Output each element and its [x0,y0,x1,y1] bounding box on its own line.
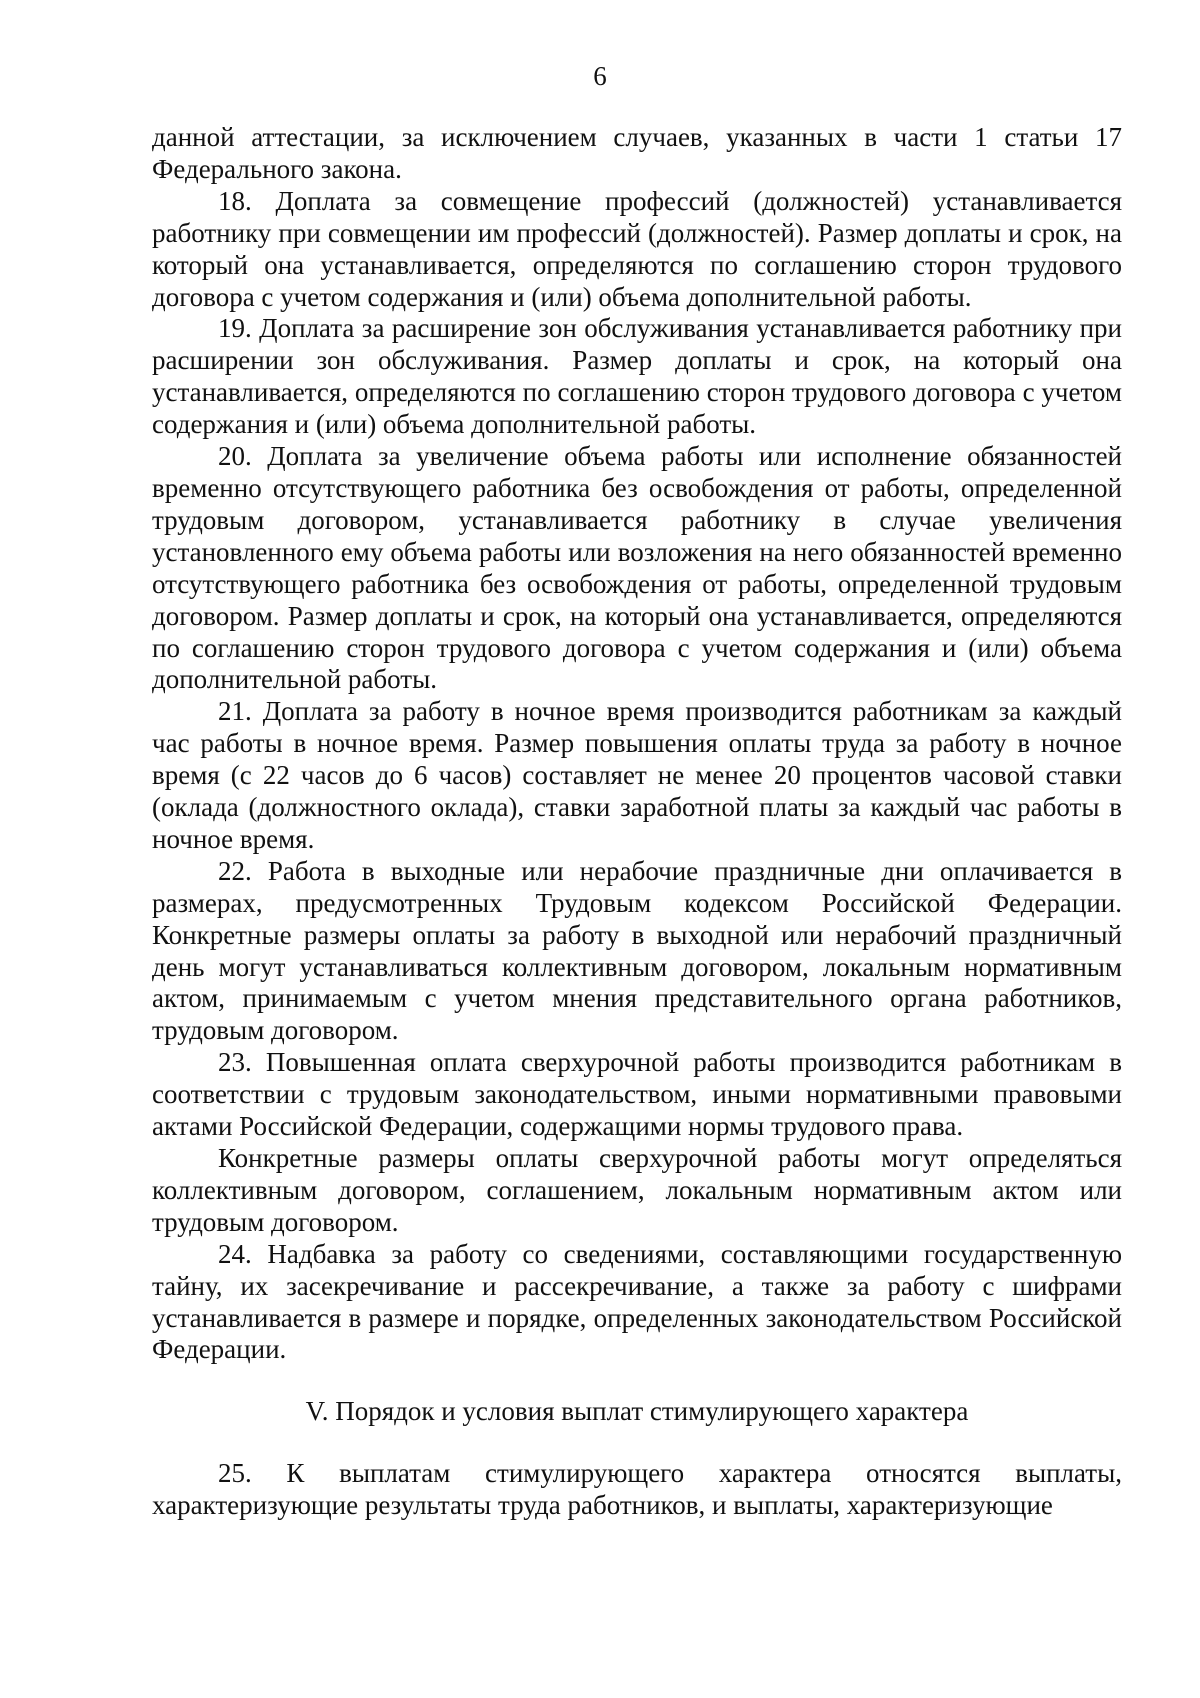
page-number: 6 [593,61,607,91]
paragraph-19: 19. Доплата за расширение зон обслуживания устанавливается работнику при расширении зон обслуживания. Размер доплаты и срок, на который она устанавливается, определяются по соглашению сторон трудового договора с учетом содержания и (или) объема дополнительной работы. [152,313,1122,440]
paragraph-23-continuation: Конкретные размеры оплаты сверхурочной работы могут определяться коллективным договором, соглашением, локальным нормативным актом или трудовым договором. [152,1143,1122,1237]
paragraph-23: 23. Повышенная оплата сверхурочной работы производится работникам в соответствии с трудовым законодательством, иными нормативными правовыми актами Российской Федерации, содержащими нормы трудового права. [152,1047,1122,1142]
paragraph-continuation: данной аттестации, за исключением случаев, указанных в части 1 статьи 17 Федерального закона. [152,122,1122,184]
paragraph-25: 25. К выплатам стимулирующего характера относятся выплаты, характеризующие результаты труда работников, и выплаты, характеризующие [152,1458,1122,1521]
paragraph-21: 21. Доплата за работу в ночное время производится работникам за каждый час работы в ночное время. Размер повышения оплаты труда за работу в ночное время (с 22 часов до 6 часов) составляет не менее 20 процентов часовой ставки (оклада (должностного оклада), ставки заработной платы за каждый час работы в ночное время. [152,696,1122,854]
paragraph-20: 20. Доплата за увеличение объема работы или исполнение обязанностей временно отсутствующего работника без освобождения от работы, определенной трудовым договором, устанавливается работнику в случае увеличения установленного ему объема работы или возложения на него обязанностей временно отсутствующего работника без освобождения от работы, определенной трудовым договором. Размер доплаты и срок, на который она устанавливается, определяются по соглашению сторон трудового договора с учетом содержания и (или) объема дополнительной работы. [152,441,1122,695]
paragraph-24: 24. Надбавка за работу со сведениями, составляющими государственную тайну, их засекречивание и рассекречивание, а также за работу с шифрами устанавливается в размере и порядке, определенных законодательством Российской Федерации. [152,1238,1122,1365]
section-heading: V. Порядок и условия выплат стимулирующего характера [305,1396,969,1427]
paragraph-22: 22. Работа в выходные или нерабочие праздничные дни оплачивается в размерах, предусмотренных Трудовым кодексом Российской Федерации. Конкретные размеры оплаты за работу в выходной или нерабочий праздничный день могут устанавливаться коллективным договором, локальным нормативным актом, принимаемым с учетом мнения представительного органа работников, трудовым договором. [152,855,1122,1046]
document-body [152,122,1122,1522]
paragraph-18: 18. Доплата за совмещение профессий (должностей) устанавливается работнику при совмещении им профессий (должностей). Размер доплаты и срок, на который она устанавливается, определяются по соглашению сторон трудового договора с учетом содержания и (или) объема дополнительной работы. [152,185,1122,312]
